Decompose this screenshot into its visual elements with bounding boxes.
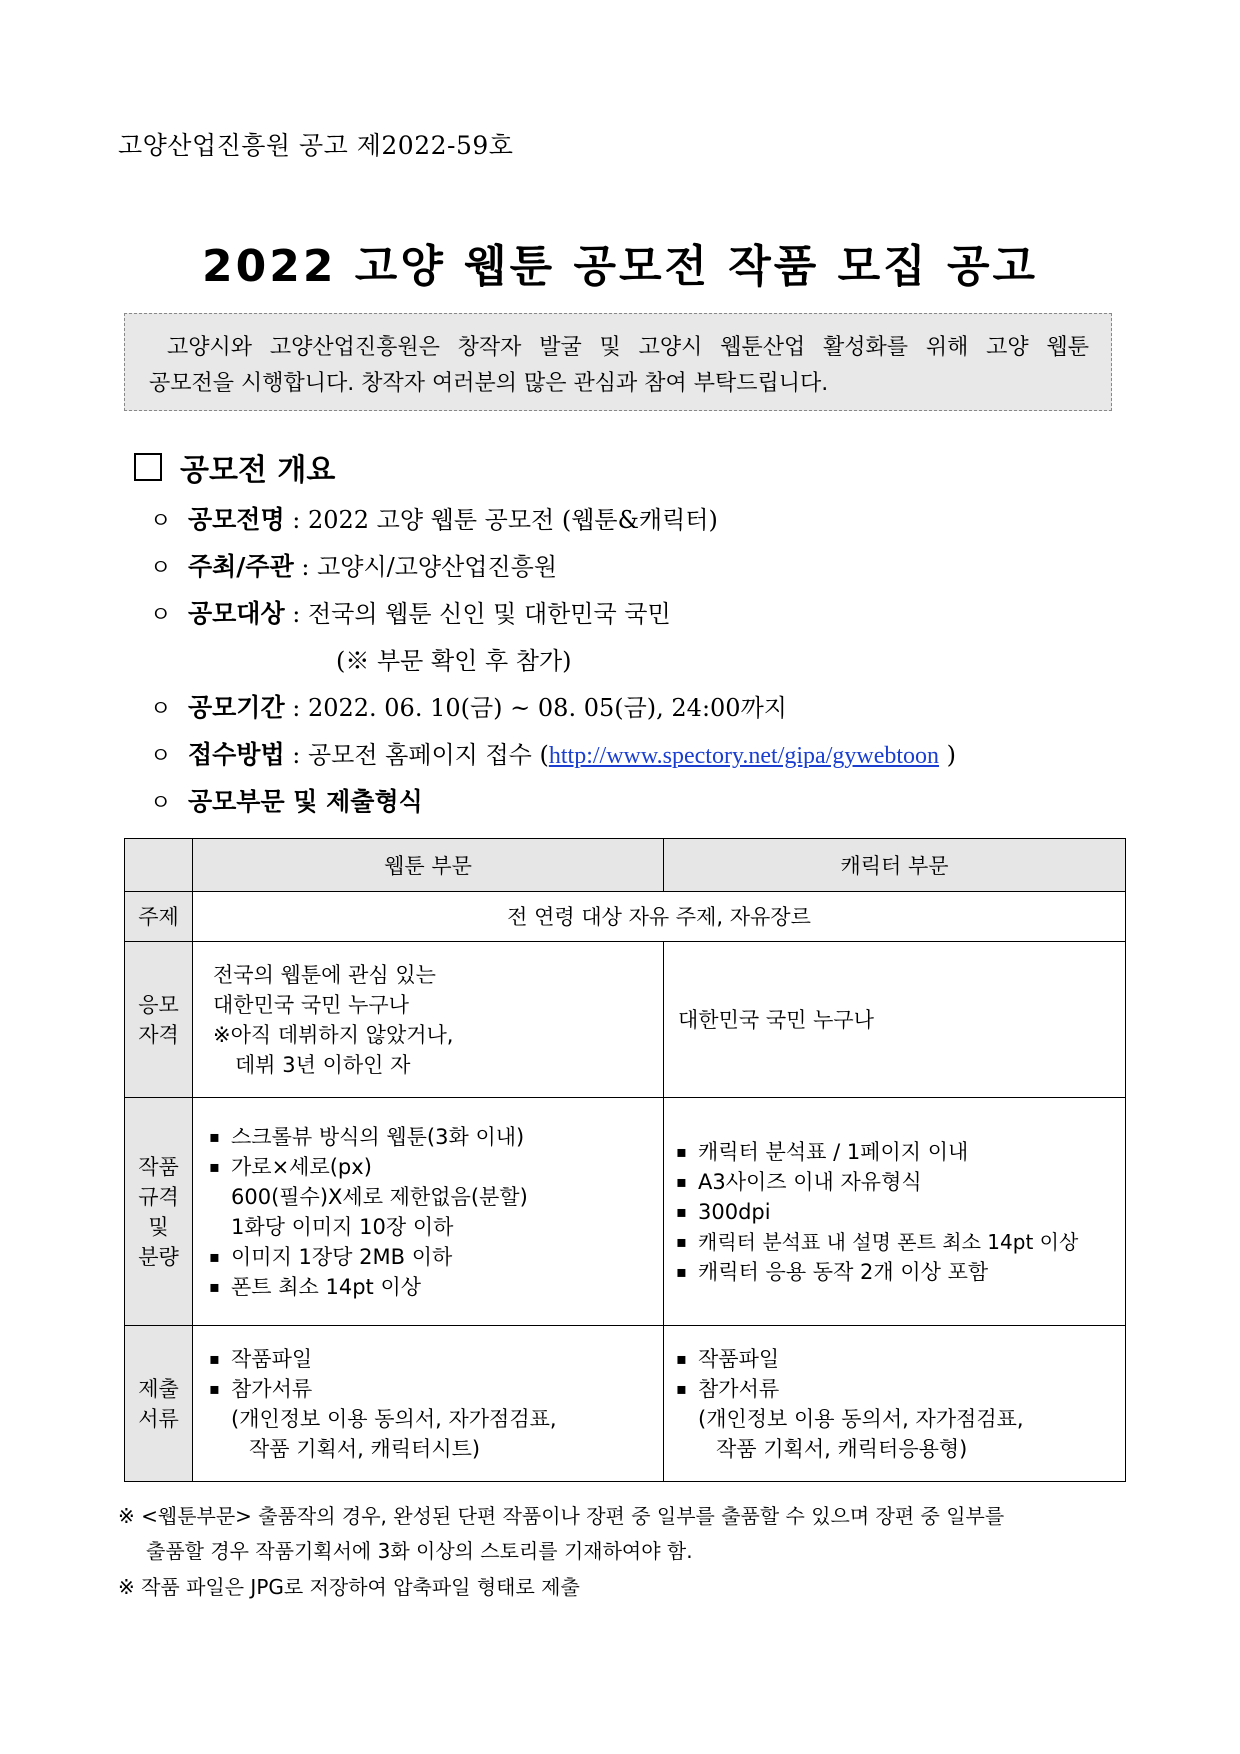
row-header-spec (125, 1098, 193, 1326)
overview-item-submission (150, 735, 956, 771)
list-item: 작품 기획서, 캐릭터응용형) (716, 1436, 968, 1461)
list-item: ▪ 참가서류 (676, 1374, 1125, 1404)
item-value-sub: (※ 부문 확인 후 참가) (336, 647, 572, 675)
overview-item-target (150, 594, 671, 630)
list-item: ▪ 가로×세로(px) (209, 1152, 663, 1182)
item-separator: : (284, 741, 308, 769)
overview-item-target-sub (336, 641, 572, 676)
note-file-format: ※ 작품 파일은 JPG로 저장하여 압축파일 형태로 제출 (118, 1575, 580, 1599)
table-row-documents (125, 1326, 1126, 1482)
item-value: 고양시/고양산업진흥원 (317, 553, 558, 581)
row-header-line: 및 (148, 1214, 169, 1239)
notice-number: 고양산업진흥원 공고 제2022-59호 (118, 131, 514, 160)
documents-character (664, 1326, 1126, 1482)
list-item: ▪ 캐릭터 분석표 / 1페이지 이내 (676, 1137, 1125, 1167)
documents-webtoon (193, 1326, 664, 1482)
category-table (124, 838, 1126, 1482)
circle-bullet-icon: ㅇ (150, 744, 172, 769)
row-header-line: 응모 (138, 992, 179, 1017)
row-header-line: 분량 (138, 1244, 179, 1269)
list-item: 600(필수)X세로 제한없음(분할) (231, 1184, 528, 1209)
item-label: 공모기간 (188, 693, 285, 722)
item-value: 전국의 웹툰 신인 및 대한민국 국민 (307, 600, 671, 628)
note-webtoon-line-1: ※ <웹툰부문> 출품작의 경우, 완성된 단편 작품이나 장편 중 일부를 출품할 수 있으며 장편 중 일부를 (118, 1504, 1005, 1528)
eligibility-character: 대한민국 국민 누구나 (664, 942, 1126, 1098)
list-item: ▪ 300dpi (676, 1197, 1125, 1227)
circle-bullet-icon: ㅇ (150, 697, 172, 722)
item-value: 2022. 06. 10(금) ~ 08. 05(금), 24:00까지 (307, 694, 787, 722)
spec-character (664, 1098, 1126, 1326)
row-header-line: 규격 (138, 1184, 179, 1209)
theme-value: 전 연령 대상 자유 주제, 자유장르 (193, 892, 1126, 942)
table-header-row (125, 839, 1126, 892)
spec-webtoon (193, 1098, 664, 1326)
circle-bullet-icon: ㅇ (150, 556, 172, 581)
item-value-tail: ) (939, 741, 957, 769)
note-webtoon-line-2: 출품할 경우 작품기획서에 3화 이상의 스토리를 기재하여야 함. (146, 1539, 693, 1563)
cell-line: 대한민국 국민 누구나 (213, 992, 409, 1017)
list-item: (개인정보 이용 동의서, 자가점검표, (231, 1406, 557, 1431)
item-value: 공모전 홈페이지 접수 ( (307, 741, 549, 769)
list-item: ▪ 작품파일 (676, 1344, 1125, 1374)
item-value: 2022 고양 웹툰 공모전 (웹툰&캐릭터) (307, 506, 718, 534)
row-header-line: 제출 (138, 1376, 179, 1401)
row-header-documents (125, 1326, 193, 1482)
item-separator: : (284, 506, 308, 534)
list-item: 작품 기획서, 캐릭터시트) (249, 1436, 481, 1461)
table-corner-cell (125, 839, 193, 892)
item-label: 공모전명 (188, 505, 285, 534)
row-header-line: 서류 (138, 1406, 179, 1431)
list-item: ▪ 작품파일 (209, 1344, 663, 1374)
list-item: ▪ 이미지 1장당 2MB 이하 (209, 1242, 663, 1272)
cell-line: ※아직 데뷔하지 않았거나, (213, 1022, 454, 1047)
circle-bullet-icon: ㅇ (150, 603, 172, 628)
item-label: 접수방법 (188, 740, 285, 769)
table-row-spec (125, 1098, 1126, 1326)
section-heading-text: 공모전 개요 (180, 453, 336, 488)
list-item: 1화당 이미지 10장 이하 (231, 1214, 454, 1239)
circle-bullet-icon: ㅇ (150, 509, 172, 534)
item-separator: : (293, 553, 318, 581)
list-item: ▪ 참가서류 (209, 1374, 663, 1404)
checkbox-square-icon (134, 453, 162, 481)
list-item: ▪ 캐릭터 응용 동작 2개 이상 포함 (676, 1257, 1125, 1287)
overview-item-host (150, 547, 557, 583)
column-header-character: 캐릭터 부문 (664, 839, 1126, 892)
list-item: (개인정보 이용 동의서, 자가점검표, (698, 1406, 1024, 1431)
row-header-line: 자격 (138, 1022, 179, 1047)
column-header-webtoon: 웹툰 부문 (193, 839, 664, 892)
list-item: ▪ A3사이즈 이내 자유형식 (676, 1167, 1125, 1197)
section-heading (134, 445, 335, 489)
item-separator: : (284, 694, 308, 722)
intro-line-2: 공모전을 시행합니다. 창작자 여러분의 많은 관심과 참여 부탁드립니다. (149, 371, 829, 396)
row-header-line: 작품 (138, 1154, 179, 1179)
item-separator: : (284, 600, 308, 628)
row-header-theme: 주제 (125, 892, 193, 942)
overview-item-name (150, 500, 718, 536)
eligibility-webtoon (193, 942, 664, 1098)
item-label: 공모대상 (188, 599, 285, 628)
item-label: 주최/주관 (188, 552, 294, 581)
circle-bullet-icon: ㅇ (150, 791, 172, 816)
item-label: 공모부문 및 제출형식 (188, 787, 423, 816)
table-row-eligibility (125, 942, 1126, 1098)
intro-line-1: 고양시와 고양산업진흥원은 창작자 발굴 및 고양시 웹툰산업 활성화를 위해 고양 웹툰 (167, 335, 1089, 360)
overview-item-categories (150, 782, 423, 818)
cell-line: 전국의 웹툰에 관심 있는 (213, 962, 436, 987)
table-row-theme (125, 892, 1126, 942)
overview-item-period (150, 688, 787, 724)
list-item: ▪ 스크롤뷰 방식의 웹툰(3화 이내) (209, 1122, 663, 1152)
homepage-link[interactable]: http://www.spectory.net/gipa/gywebtoon (548, 743, 940, 769)
cell-line: 데뷔 3년 이하인 자 (235, 1052, 411, 1077)
list-item: ▪ 폰트 최소 14pt 이상 (209, 1272, 663, 1302)
page-title: 2022 고양 웹툰 공모전 작품 모집 공고 (202, 241, 1038, 292)
row-header-eligibility (125, 942, 193, 1098)
intro-box (124, 313, 1112, 411)
list-item: ▪ 캐릭터 분석표 내 설명 폰트 최소 14pt 이상 (676, 1227, 1125, 1257)
